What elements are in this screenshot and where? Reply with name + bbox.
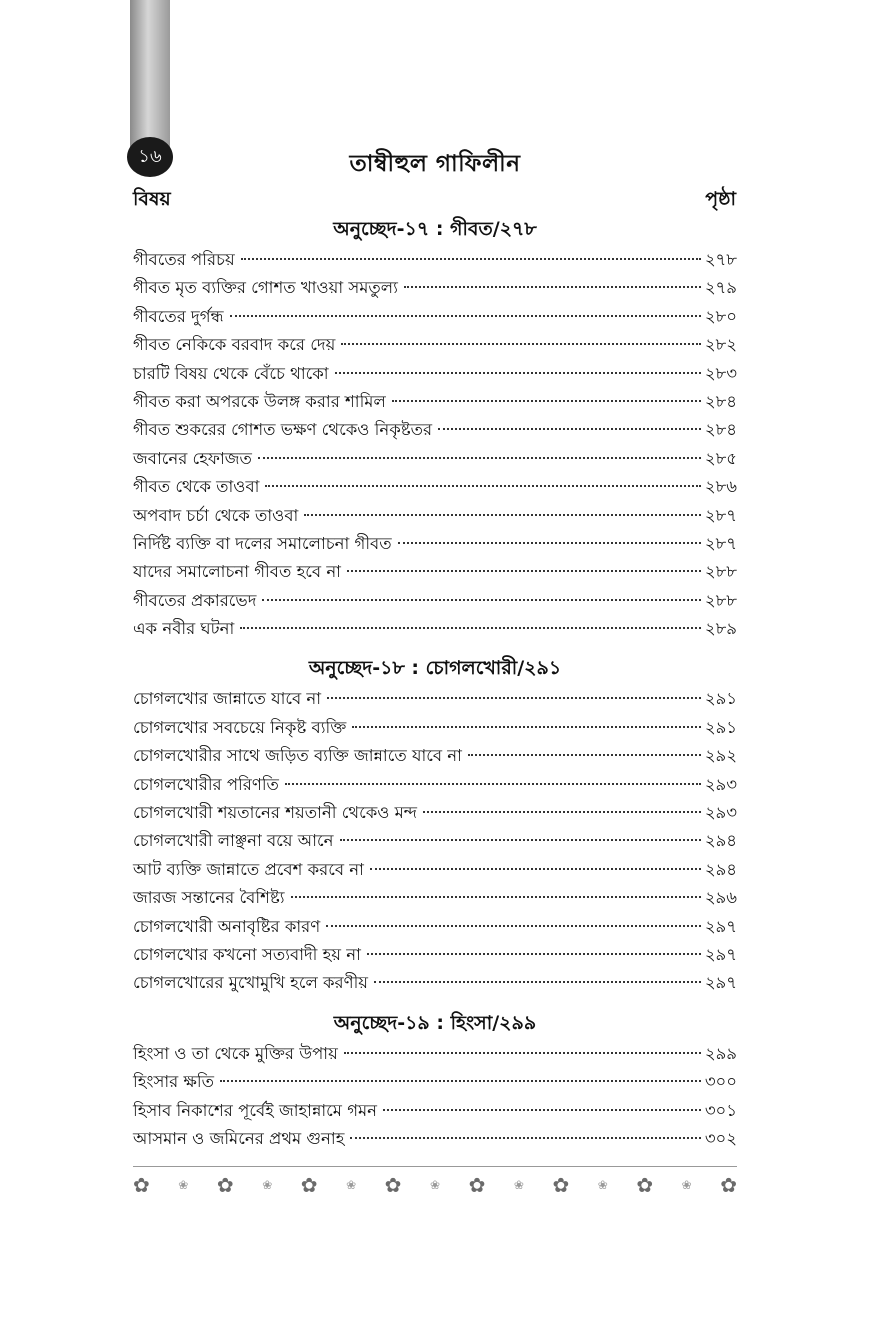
dot-leader <box>220 1080 701 1082</box>
toc-entry[interactable] <box>133 884 737 912</box>
toc-entry-page: ২৮৪ <box>704 391 737 411</box>
toc-entry-title: চোগলখোরী শয়তানের শয়তানী থেকেও মন্দ <box>133 803 418 823</box>
dot-leader <box>265 485 700 487</box>
toc-entry[interactable] <box>133 587 737 615</box>
toc-entry[interactable] <box>133 913 737 941</box>
toc-entry-page: ৩০১ <box>704 1100 737 1120</box>
toc-entry-title: চোগলখোর সবচেয়ে নিকৃষ্ট ব্যক্তি <box>133 717 347 737</box>
toc-entry-title: গীবত থেকে তাওবা <box>133 477 260 497</box>
toc-entry-page: ২৮২ <box>704 335 737 355</box>
dot-leader <box>291 896 701 898</box>
dot-leader <box>327 697 701 699</box>
toc-entry[interactable] <box>133 742 737 770</box>
toc-entry-title: নির্দিষ্ট ব্যক্তি বা দলের সমালোচনা গীবত <box>133 533 392 553</box>
toc-entry[interactable] <box>133 303 737 331</box>
dot-leader <box>404 286 701 288</box>
toc-entry-title: জবানের হেফাজত <box>133 448 252 468</box>
toc-entry-page: ২৯৯ <box>704 1043 737 1063</box>
dot-leader <box>240 627 701 629</box>
flower-icon: ❀ <box>513 1178 524 1192</box>
toc-entry-page: ২৯৩ <box>704 803 737 823</box>
toc-entry-page: ২৯১ <box>704 689 737 709</box>
dot-leader <box>468 754 701 756</box>
toc-entry[interactable] <box>133 274 737 302</box>
toc-entry-title: গীবতের দুর্গন্ধ <box>133 306 224 326</box>
toc-entry-title: গীবত নেকিকে বরবাদ করে দেয় <box>133 335 336 355</box>
dot-leader <box>241 258 701 260</box>
section-gap <box>133 998 737 1006</box>
table-of-contents <box>133 212 737 1153</box>
toc-entry-page: ২৯৬ <box>704 888 737 908</box>
dot-leader <box>370 868 701 870</box>
toc-entry-page: ২৮৬ <box>704 477 737 497</box>
toc-entry[interactable] <box>133 827 737 855</box>
toc-entry-title: চোগলখোর জান্নাতে যাবে না <box>133 689 322 709</box>
toc-entry[interactable] <box>133 416 737 444</box>
dot-leader <box>352 726 701 728</box>
toc-entry-page: ২৮৯ <box>704 619 737 639</box>
dot-leader <box>340 839 701 841</box>
toc-entry[interactable] <box>133 941 737 969</box>
dot-leader <box>367 953 701 955</box>
flower-icon: ✿ <box>133 1173 150 1197</box>
toc-entry[interactable] <box>133 685 737 713</box>
toc-entry-page: ৩০২ <box>704 1128 737 1148</box>
dot-leader <box>304 514 701 516</box>
toc-entry[interactable] <box>133 473 737 501</box>
toc-entry-title: চোগলখোরী অনাবৃষ্টির কারণ <box>133 916 321 936</box>
flower-icon: ✿ <box>468 1173 486 1197</box>
toc-entry[interactable] <box>133 771 737 799</box>
toc-entry-page: ২৯৪ <box>704 859 737 879</box>
toc-entry-page: ২৯৭ <box>704 944 737 964</box>
page-tab-bar <box>130 0 170 160</box>
toc-entry-page: ২৯১ <box>704 717 737 737</box>
toc-entry-title: গীবতের পরিচয় <box>133 250 235 269</box>
toc-entry-title: হিসাব নিকাশের পূর্বেই জাহান্নামে গমন <box>133 1100 378 1120</box>
flower-icon: ✿ <box>216 1173 234 1197</box>
toc-entry-title: হিংসার ক্ষতি <box>133 1072 214 1092</box>
toc-entry[interactable] <box>133 530 737 558</box>
section-heading: অনুচ্ছেদ-১৯ : হিংসা/২৯৯ <box>333 1011 537 1034</box>
toc-entry[interactable] <box>133 856 737 884</box>
toc-entry-title: গীবত শুকরের গোশত ভক্ষণ থেকেও নিকৃষ্টতর <box>133 420 433 440</box>
toc-entry-title: যাদের সমালোচনা গীবত হবে না <box>133 562 341 582</box>
toc-entry[interactable] <box>133 969 737 997</box>
toc-entry-title: এক নবীর ঘটনা <box>133 619 235 639</box>
dot-leader <box>374 981 701 983</box>
dot-leader <box>383 1109 701 1111</box>
flower-icon: ✿ <box>636 1173 654 1197</box>
column-heading-page: পৃষ্ঠা <box>705 188 736 210</box>
toc-entry-page: ২৮৫ <box>704 448 737 468</box>
dot-leader <box>398 542 701 544</box>
section-gap <box>133 643 737 651</box>
toc-entry-title: অপবাদ চর্চা থেকে তাওবা <box>133 505 299 525</box>
toc-entry[interactable] <box>133 331 737 359</box>
flower-icon: ❀ <box>346 1178 357 1192</box>
toc-entry[interactable] <box>133 502 737 530</box>
toc-entry-title: গীবত করা অপরকে উলঙ্গ করার শামিল <box>133 391 386 411</box>
toc-entry-page: ২৯৭ <box>704 916 737 936</box>
toc-entry-title: চোগলখোরীর পরিণতি <box>133 774 279 794</box>
flower-icon: ❀ <box>429 1178 441 1192</box>
dot-leader <box>335 372 701 374</box>
toc-entry-page: ২৯৪ <box>704 831 737 851</box>
flower-icon: ✿ <box>300 1173 318 1197</box>
flower-icon: ❀ <box>681 1178 692 1192</box>
toc-entry-title: গীবতের প্রকারভেদ <box>133 590 257 610</box>
toc-entry-page: ২৮৮ <box>704 562 737 582</box>
dot-leader <box>262 599 700 601</box>
dot-leader <box>230 315 701 317</box>
dot-leader <box>392 400 701 402</box>
toc-entry[interactable] <box>133 445 737 473</box>
toc-entry[interactable] <box>133 388 737 416</box>
footer-ornament <box>133 1172 737 1198</box>
toc-entry-page: ২৮০ <box>704 306 737 326</box>
toc-entry[interactable] <box>133 246 737 274</box>
toc-entry[interactable] <box>133 360 737 388</box>
dot-leader <box>326 925 701 927</box>
toc-entry-title: হিংসা ও তা থেকে মুক্তির উপায় <box>133 1043 338 1063</box>
toc-entry[interactable] <box>133 1125 737 1153</box>
flower-icon: ❀ <box>262 1178 273 1192</box>
toc-entry-title: চোগলখোর কখনো সত্যবাদী হয় না <box>133 944 361 964</box>
toc-entry[interactable] <box>133 1040 737 1068</box>
dot-leader <box>341 343 701 345</box>
toc-entry-title: আসমান ও জমিনের প্রথম গুনাহ <box>133 1128 345 1148</box>
toc-entry[interactable] <box>133 558 737 586</box>
dot-leader <box>350 1137 700 1139</box>
toc-entry-title: জারজ সন্তানের বৈশিষ্ট্য <box>133 888 285 908</box>
toc-entry[interactable] <box>133 1068 737 1096</box>
toc-entry-title: চোগলখোরী লাঞ্ছনা বয়ে আনে <box>133 831 334 851</box>
toc-entry-title: আট ব্যক্তি জান্নাতে প্রবেশ করবে না <box>133 859 364 879</box>
toc-entry[interactable] <box>133 1097 737 1125</box>
toc-entry-page: ২৮৮ <box>704 590 737 610</box>
column-heading-subject: বিষয় <box>133 188 171 210</box>
toc-entry-page: ২৮৭ <box>704 533 737 553</box>
flower-icon: ✿ <box>552 1173 570 1197</box>
flower-icon: ✿ <box>384 1173 402 1197</box>
toc-entry-page: ২৭৯ <box>704 278 737 298</box>
toc-entry-page: ২৯৩ <box>704 774 737 794</box>
toc-entry[interactable] <box>133 615 737 643</box>
toc-entry-title: চোগলখোরের মুখোমুখি হলে করণীয় <box>133 973 369 993</box>
toc-entry-page: ২৯৭ <box>704 973 737 993</box>
toc-entry-page: ২৯২ <box>704 746 737 766</box>
toc-entry-page: ২৭৮ <box>704 250 737 269</box>
toc-entry-page: ২৮৭ <box>704 505 737 525</box>
toc-entry-title: চারটি বিষয় থেকে বেঁচে থাকো <box>133 363 329 383</box>
page-number: ১৬ <box>138 145 162 167</box>
dot-leader <box>258 457 701 459</box>
toc-entry[interactable] <box>133 799 737 827</box>
section-heading: অনুচ্ছেদ-১৮ : চোগলখোরী/২৯১ <box>308 657 562 680</box>
dot-leader <box>344 1052 701 1054</box>
flower-icon: ❀ <box>178 1178 189 1192</box>
section-heading: অনুচ্ছেদ-১৭ : গীবত/২৭৮ <box>333 218 537 240</box>
flower-icon: ❀ <box>597 1178 608 1192</box>
dot-leader <box>423 811 701 813</box>
toc-entry-page: ২৮৪ <box>704 420 737 440</box>
flower-icon: ✿ <box>720 1173 737 1197</box>
toc-entry[interactable] <box>133 714 737 742</box>
dot-leader <box>347 570 701 572</box>
toc-entry-title: চোগলখোরীর সাথে জড়িত ব্যক্তি জান্নাতে যাবে না <box>133 746 462 766</box>
dot-leader <box>438 428 701 430</box>
toc-entry-page: ৩০০ <box>704 1072 737 1092</box>
dot-leader <box>285 783 701 785</box>
footer-rule <box>133 1166 737 1167</box>
toc-entry-page: ২৮৩ <box>704 363 737 383</box>
toc-entry-title: গীবত মৃত ব্যক্তির গোশত খাওয়া সমতুল্য <box>133 278 398 298</box>
running-title: তাম্বীহুল গাফিলীন <box>349 151 521 177</box>
